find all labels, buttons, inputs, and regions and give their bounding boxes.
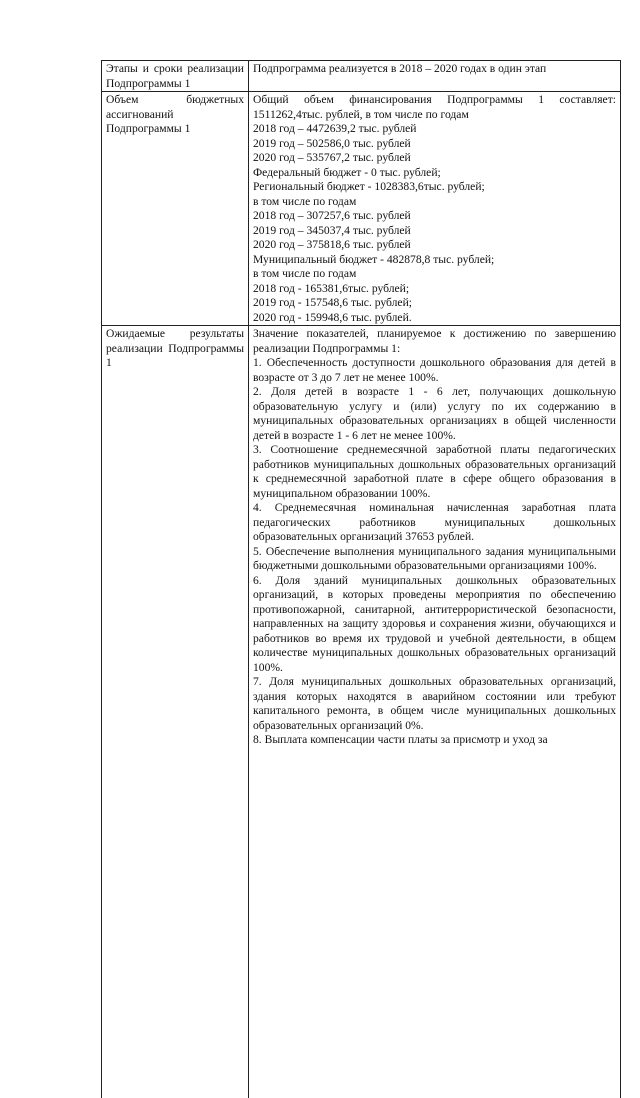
budget-label-cell (102, 92, 249, 326)
budget-line: 2019 год – 502586,0 тыс. рублей (253, 137, 616, 152)
budget-line: 2020 год – 375818,6 тыс. рублей (253, 238, 616, 253)
budget-line: Региональный бюджет - 1028383,6тыс. рублей; (253, 180, 616, 195)
budget-line: 2020 год – 535767,2 тыс. рублей (253, 151, 616, 166)
results-indicator-paragraph: 5. Обеспечение выполнения муниципального задания муниципальными бюджетными дошкольными образовательными организациями 100%. (253, 545, 616, 574)
budget-line: 2018 год - 165381,6тыс. рублей; (253, 282, 616, 297)
budget-value-cell (249, 92, 621, 326)
budget-line: 2018 год – 307257,6 тыс. рублей (253, 209, 616, 224)
results-indicator-paragraph: 4. Среднемесячная номинальная начисленная заработная плата педагогических работников муниципальных дошкольных образовательных организаций 37653 рублей. (253, 501, 616, 545)
budget-line: в том числе по годам (253, 267, 616, 282)
table-row-results (102, 326, 621, 1098)
budget-line: Федеральный бюджет - 0 тыс. рублей; (253, 166, 616, 181)
budget-line: Муниципальный бюджет - 482878,8 тыс. рублей; (253, 253, 616, 268)
results-value-cell (249, 326, 621, 1098)
results-indicator-paragraph: 8. Выплата компенсации части платы за присмотр и уход за (253, 733, 616, 748)
stages-label: Этапы и сроки реализации Подпрограммы 1 (106, 62, 244, 91)
table-row-budget (102, 92, 621, 326)
stages-value-cell (249, 61, 621, 92)
subprogram-passport-table (101, 60, 621, 1098)
results-indicator-paragraph: 3. Соотношение среднемесячной заработной платы педагогических работников муниципальных дошкольных образовательных организаций к среднемесячной заработной плате в сфере общего образования в муниципальном образовании 100%. (253, 443, 616, 501)
budget-total-line: Общий объем финансирования Подпрограммы 1 составляет: 1511262,4тыс. рублей, в том числе по годам (253, 93, 616, 122)
results-indicator-paragraph: 1. Обеспеченность доступности дошкольного образования для детей в возрасте от 3 до 7 лет не менее 100%. (253, 356, 616, 385)
results-label: Ожидаемые результаты реализации Подпрограммы 1 (106, 327, 244, 371)
budget-line: в том числе по годам (253, 195, 616, 210)
stages-label-cell (102, 61, 249, 92)
budget-line: 2018 год – 4472639,2 тыс. рублей (253, 122, 616, 137)
table-row-stages (102, 61, 621, 92)
results-indicator-paragraph: 7. Доля муниципальных дошкольных образовательных организаций, здания которых находятся в аварийном состоянии или требуют капитального ремонта, в общем числе муниципальных дошкольных образовательных организаций 0%. (253, 675, 616, 733)
results-intro-paragraph: Значение показателей, планируемое к достижению по завершению реализации Подпрограммы 1: (253, 327, 616, 356)
budget-line: 2019 год - 157548,6 тыс. рублей; (253, 296, 616, 311)
budget-label: Объем бюджетных ассигнований Подпрограммы 1 (106, 93, 244, 137)
results-indicator-paragraph: 6. Доля зданий муниципальных дошкольных образовательных организаций, в которых проведены мероприятия по обеспечению противопожарной, санитарной, антитеррористической безопасности, направленных на защиту здоровья и сохранения жизни, обучающихся и работников во время их трудовой и учебной деятельности, в общем количестве муниципальных дошкольных образовательных организаций 100%. (253, 574, 616, 676)
results-indicator-paragraph: 2. Доля детей в возрасте 1 - 6 лет, получающих дошкольную образовательную услугу и (или) услугу по их содержанию в муниципальных образовательных организациях в общей численности детей в возрасте 1 - 6 лет не менее 100%. (253, 385, 616, 443)
results-label-cell (102, 326, 249, 1098)
budget-line: 2019 год – 345037,4 тыс. рублей (253, 224, 616, 239)
stages-value: Подпрограмма реализуется в 2018 – 2020 годах в один этап (253, 62, 616, 77)
budget-line: 2020 год - 159948,6 тыс. рублей. (253, 311, 616, 326)
